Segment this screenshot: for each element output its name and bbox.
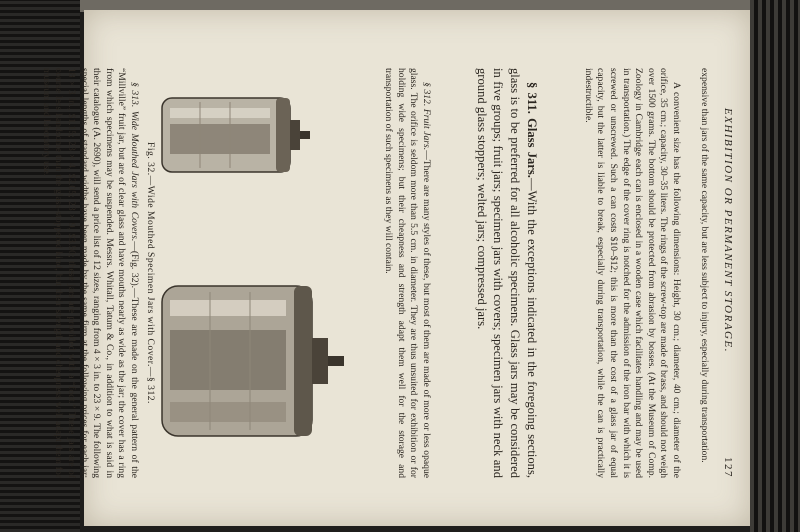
section-313-wide-mouthed-jars [39,68,140,478]
section-heading: § 311. Glass Jars. [525,82,539,178]
section-heading: § 312. Fruit Jars. [421,82,432,151]
page-content [40,10,750,526]
running-head [718,68,734,478]
section-312-fruit-jars [382,68,432,478]
section-body: —With the exceptions indicated in the foregoing sections, glass is to be preferred for all alcoholic specimens. Glass jars may be considered in five groups; fruit jars; specimen jars with covers; specimen jars with neck and ground glass stoppers; welted jars; compressed jars. [474,68,539,479]
paragraph-can-dimensions: A convenient size has the following dimensions: Height, 30 cm.; diameter, 40 cm.; diameter of the orifice, 35 cm.; capacity, 30–35 liters. The rings of the screw-top are made of brass, and should not weigh over 1500 grams. The bottom should be protected from abrasion by bosses. (At the Museum of Comp. Zoology in Cambridge each can is enclosed in a wooden case which facilitates handling and may be used in transportation.) The edge of the cover ring is notched for the admission of the iron bar with which it is screwed or unscrewed. Such a can costs $10–$12; this is more than the cost of a glass jar of equal capacity, but the latter is liable to break, especially during transportation, while the can is practically indestructible. [582,68,682,478]
section-311-glass-jars [473,68,540,478]
section-heading: § 313. Wide Mouthed Jars with Covers. [129,82,140,242]
running-title: EXHIBITION OR PERMANENT STORAGE. [722,108,734,353]
figure-32-jars [160,68,350,478]
book-page [40,10,750,526]
paragraph-continued: expensive than jars of the same capacity, but are less subject to injury, especially during transportation. [699,68,710,463]
page-number: 127 [722,457,734,478]
section-body: —There are many styles of these, but most of them are made of more or less opaque glass. The orifice is seldom more than 5.5 cm. in diameter. They are thus unsuited for exhibition or for holding wide specimens; but their cheapness and strength adapt them well for the storage and transportation of such specimens as they will contain. [383,68,432,478]
section-body: —(Fig. 32).—These are made on the general pattern of the “Millville” fruit jar, but are of clear glass and have mouths nearly as wide as the jar; the cover has a ring from which specimens may be suspended. Messrs. Whitall, Tatum & Co., in addition to what is said in their catalogue (A. 2690), will send a price list of 12 sizes, ranging from 4 × 3 in. to 23 × 9. The following special lengths of standard widths have been made by the same firm at the following prices for each jar: 18 × 3 in., $1.15; 23 × 4, $2.05; 23 × 9, $3.50; these jars are provided with a “foot.” These jars are of course less handsome than the glass-stoppered kind, but their strength and cheapness well adapt them for museum and laboratory use. [40,68,140,478]
large-jar-illustration [162,286,344,436]
background-right [750,0,800,532]
small-jar-illustration [162,98,310,172]
figure-caption: Fig. 32.—Wide Mouthed Specimen Jars with Cover.—§ 312. [145,142,156,404]
